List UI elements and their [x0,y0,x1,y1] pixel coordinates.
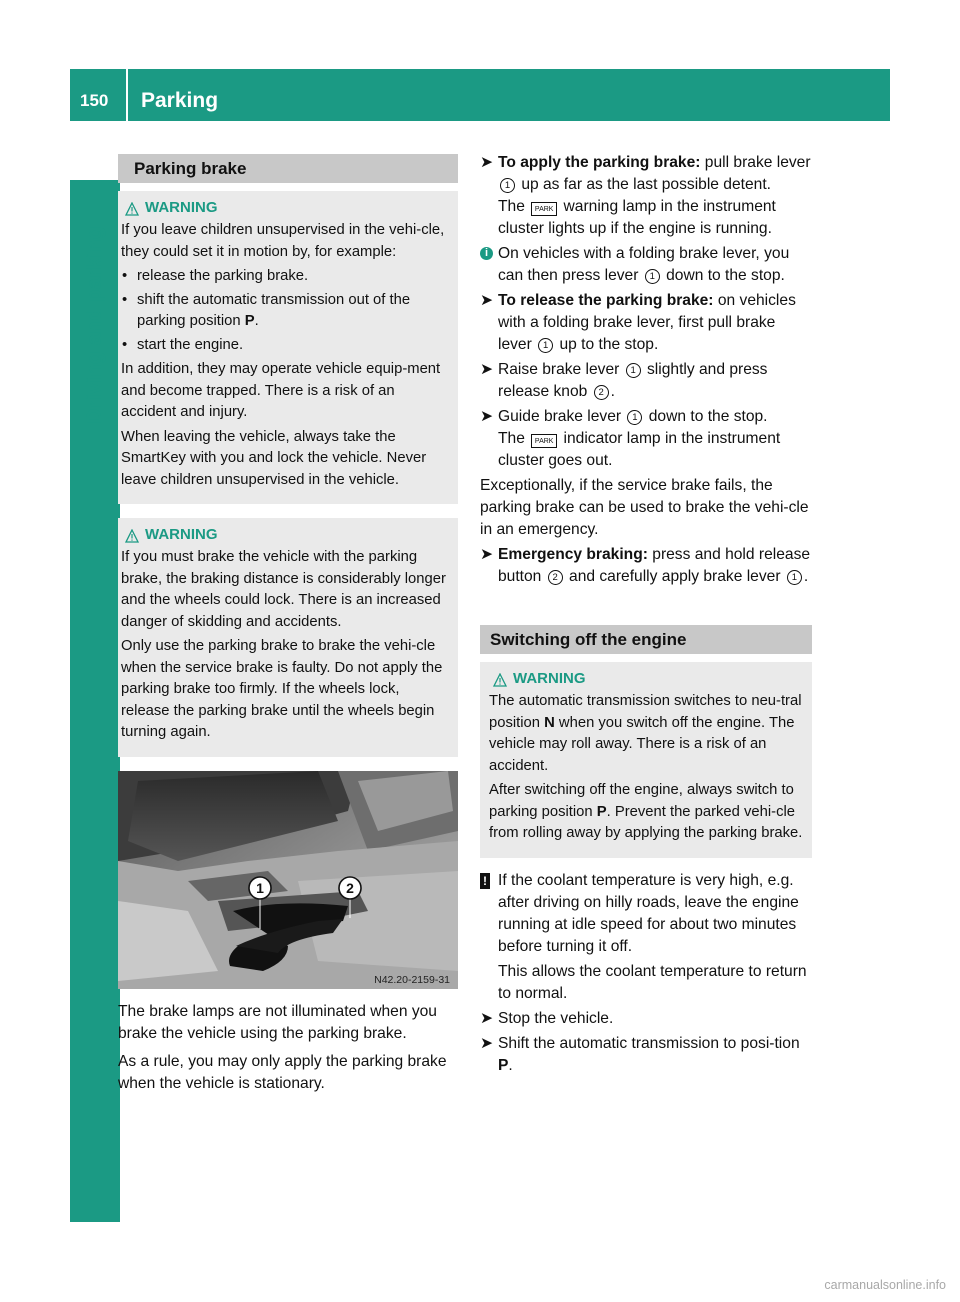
num-1-icon: 1 [645,269,660,284]
num-1-icon: 1 [627,410,642,425]
step-stop-vehicle [480,1008,812,1030]
step-text: down to the stop. [644,408,768,425]
step-text: The [498,198,530,215]
step-text: . [610,383,615,400]
step-guide-lever [480,406,812,472]
step-arrow-icon: ➤ [480,546,494,563]
step-text: . [508,1056,513,1074]
page-title: Parking [141,89,219,112]
warning-text-part: when you switch off the engine. The vehicle may roll away. There is a risk of an accident. [489,714,795,774]
caution-note [480,870,812,1005]
gear-position-p: P [596,803,607,820]
gear-position-p: P [498,1056,509,1074]
info-note [480,243,812,287]
step-text: The [498,430,530,447]
warning-label: WARNING [513,670,586,687]
callout-1: 1 [256,879,264,896]
bullet-item [121,290,451,333]
step-text: . [803,568,809,585]
warning-text: Only use the parking brake to brake the vehi-cle when the service brake is faulty. Do not apply the parking brake too firmly. If the wheels lock, release the parking brake until the wheels begin turning again. [121,638,443,740]
note-text: If the coolant temperature is very high, e.g. after driving on hilly roads, leave the engine running at idle speed for about two minutes before turning it off. [498,871,799,955]
num-2-icon: 2 [548,570,563,585]
step-raise-lever [480,359,812,403]
photo-code: N42.20-2159-31 [374,973,450,986]
step-release-brake [480,290,812,356]
warning-box-engine-off [480,662,812,858]
step-arrow-icon: ➤ [480,408,494,425]
step-text: Stop the vehicle. [498,1009,614,1027]
info-text: down to the stop. [661,267,785,284]
parking-brake-lamp-icon: PARK [531,434,557,448]
step-title: To apply the parking brake: [498,154,701,171]
bullet-end: . [254,313,259,329]
footer-watermark: carmanualsonline.info [824,1278,946,1292]
parking-brake-lamp-icon: PARK [531,202,557,216]
warning-text [489,780,805,845]
warning-text: When leaving the vehicle, always take the SmartKey with you and lock the vehicle. Never leave children unsupervised in the vehicle. [121,428,427,488]
info-text: On vehicles with a folding brake lever, you can then press lever [498,245,790,284]
side-tab-label: Driving and parking [83,226,106,424]
step-text: press and hold release button [498,546,811,585]
step-arrow-icon: ➤ [480,154,494,171]
step-text: Raise brake lever [498,361,624,378]
page-number: 150 [80,91,109,110]
section-title-switching-off: Switching off the engine [480,625,812,654]
callout-2: 2 [346,879,354,896]
step-arrow-icon: ➤ [480,1034,494,1052]
num-1-icon: 1 [538,338,553,353]
note-text: This allows the coolant temperature to return to normal. [498,962,807,1002]
num-1-icon: 1 [787,570,802,585]
warning-text-part: After switching off the engine, always switch to parking position [489,782,794,820]
warning-triangle-icon [125,202,139,216]
num-1-icon: 1 [626,363,641,378]
warning-label: WARNING [145,526,218,543]
warning-heading [489,668,805,690]
num-1-icon: 1 [500,178,515,193]
step-emergency-braking [480,544,812,588]
gear-position-n: N [544,714,555,731]
step-arrow-icon: ➤ [480,1009,494,1027]
body-text: The brake lamps are not illuminated when you brake the vehicle using the parking brake. [118,1002,437,1042]
warning-box-braking [118,518,458,757]
parking-brake-illustration [118,771,458,989]
step-text: warning lamp in the instrument cluster lights up if the engine is running. [498,198,776,237]
warning-bullet-list [121,266,451,356]
step-text: and carefully apply brake lever [564,568,785,585]
step-text: indicator lamp in the instrument cluster goes out. [498,430,781,469]
warning-heading [121,197,451,219]
left-column [118,154,458,1095]
bullet-item: • release the parking brake. [121,266,451,288]
header-divider [126,69,128,121]
gear-position-p: P [244,313,255,329]
warning-text [489,691,805,777]
warning-text: In addition, they may operate vehicle equip-ment and become trapped. There is a risk of an accident and injury. [121,361,441,420]
warning-text-part: The automatic transmission switches to neu-tral position [489,693,802,731]
num-2-icon: 2 [594,385,609,400]
step-shift-to-p [480,1033,812,1077]
step-title: Emergency braking: [498,546,648,563]
warning-triangle-icon [493,673,507,687]
right-column [480,152,812,1080]
warning-text: If you leave children unsupervised in the vehi-cle, they could set it in motion by, for example: [121,222,445,260]
step-text: Guide brake lever [498,408,626,425]
body-text: Exceptionally, if the service brake fails, the parking brake can be used to brake the vehi-cle in an emergency. [480,477,809,538]
warning-box-children [118,191,458,504]
step-text: slightly and press release knob [498,361,768,400]
warning-text-part: . Prevent the parked vehi-cle from rolling away by applying the parking brake. [489,803,803,841]
step-text: up as far as the last possible detent. [517,176,771,193]
parking-brake-photo [118,771,458,989]
step-arrow-icon: ➤ [480,292,494,309]
exclamation-icon: ! [480,873,490,889]
step-text: Shift the automatic transmission to posi-tion [498,1034,800,1052]
bullet-text: shift the automatic transmission out of the parking position [137,291,411,329]
body-text: As a rule, you may only apply the parking brake when the vehicle is stationary. [118,1052,447,1092]
step-arrow-icon: ➤ [480,361,494,378]
bullet-item: • start the engine. [121,335,451,357]
step-apply-brake [480,152,812,240]
info-icon: i [480,247,493,260]
warning-heading [121,524,451,546]
step-text: pull brake lever [700,154,811,171]
step-title: To release the parking brake: [498,292,714,309]
warning-triangle-icon [125,529,139,543]
warning-text: If you must brake the vehicle with the parking brake, the braking distance is considerably longer and the wheels could lock. There is an increased danger of skidding and accidents. [121,549,446,630]
step-text: on vehicles with a folding brake lever, first pull brake lever [498,292,796,353]
warning-label: WARNING [145,199,218,216]
step-text: up to the stop. [555,336,659,353]
section-title-parking-brake: Parking brake [118,154,458,183]
